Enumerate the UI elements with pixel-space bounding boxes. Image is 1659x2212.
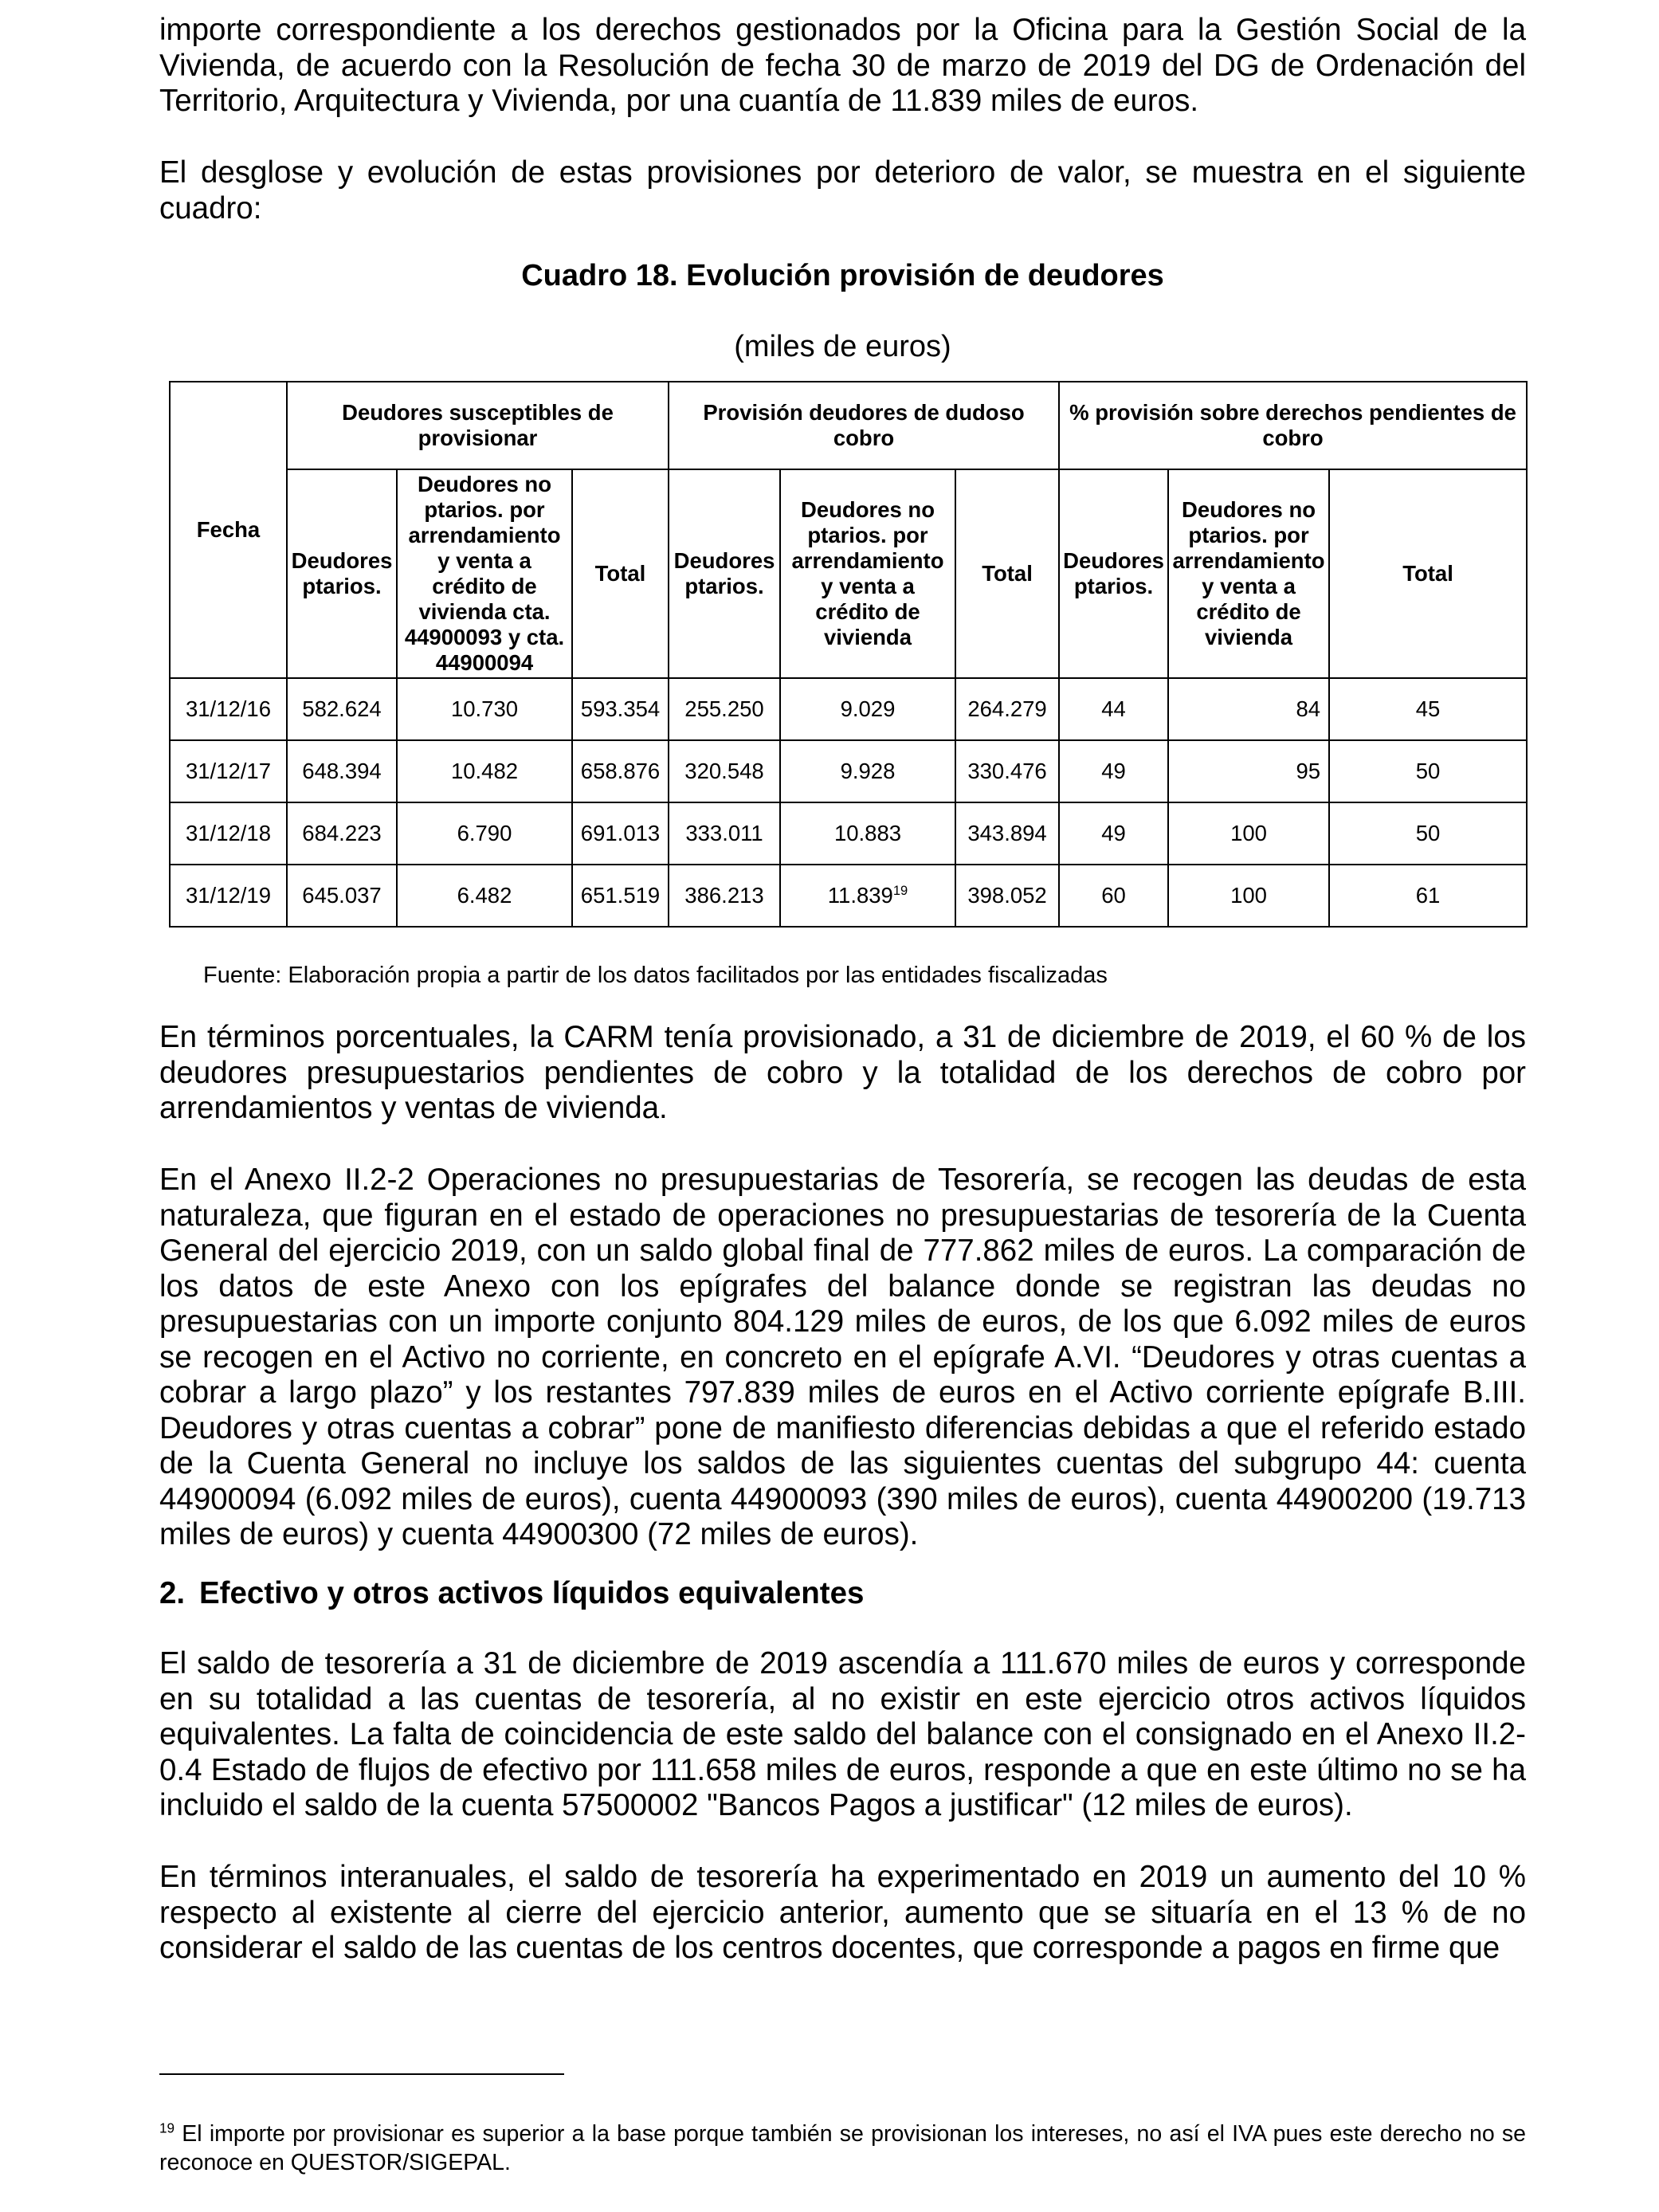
- cell-value: 320.548: [669, 740, 780, 802]
- cell-value: 60: [1059, 865, 1168, 927]
- cell-value: 100: [1168, 865, 1329, 927]
- footnote-text: El importe por provisionar es superior a la base porque también se provisionan los intereses, no así el IVA pues este derecho no se reconoce en QUESTOR/SIGEPAL.: [159, 2121, 1526, 2175]
- fecha-header: Fecha: [170, 382, 287, 678]
- cell-value: 691.013: [572, 802, 669, 865]
- cell-value: 49: [1059, 802, 1168, 865]
- cell-value: 645.037: [287, 865, 397, 927]
- cell-value: 45: [1329, 678, 1527, 740]
- table-row: [170, 740, 1527, 802]
- subheader-no-ptarios-1: Deudores no ptarios. por arrendamiento y venta a crédito de vivienda cta. 44900093 y cta. 44900094: [397, 469, 572, 678]
- section-number: 2.: [159, 1576, 186, 1610]
- section-heading: [159, 1576, 864, 1611]
- cell-value: [780, 740, 955, 802]
- table-caption: Cuadro 18. Evolución provisión de deudores: [521, 259, 1164, 292]
- table-source: Fuente: Elaboración propia a partir de los datos facilitados por las entidades fiscalizadas: [203, 963, 1108, 988]
- cell-value: 50: [1329, 802, 1527, 865]
- cell-value: 386.213: [669, 865, 780, 927]
- cell-value-text: 9.928: [840, 759, 896, 783]
- cell-value: 255.250: [669, 678, 780, 740]
- paragraph-housing-rights: importe correspondiente a los derechos gestionados por la Oficina para la Gestión Social de la Vivienda, de acuerdo con la Resolución de fecha 30 de marzo de 2019 del DG de Ordenación del Territorio, Arquitectura y Vivienda, por una cuantía de 11.839 miles de euros.: [159, 13, 1526, 118]
- group-header-percent: % provisión sobre derechos pendientes de cobro: [1059, 382, 1527, 469]
- cell-value: [780, 678, 955, 740]
- cell-value: 6.790: [397, 802, 572, 865]
- cell-value: 582.624: [287, 678, 397, 740]
- cell-value: 49: [1059, 740, 1168, 802]
- subheader-total-2: Total: [955, 469, 1059, 678]
- cell-value: 264.279: [955, 678, 1059, 740]
- cell-fecha: 31/12/16: [170, 678, 287, 740]
- cell-value: 330.476: [955, 740, 1059, 802]
- cell-fecha: 31/12/18: [170, 802, 287, 865]
- cell-value-text: 10.883: [833, 821, 902, 845]
- cell-fecha: 31/12/17: [170, 740, 287, 802]
- cell-value-text: 11.839: [827, 883, 893, 908]
- cell-value: 44: [1059, 678, 1168, 740]
- cell-value: 343.894: [955, 802, 1059, 865]
- subheader-no-ptarios-2: Deudores no ptarios. por arrendamiento y venta a crédito de vivienda: [780, 469, 955, 678]
- cell-value: [780, 865, 955, 927]
- group-header-susceptible: Deudores susceptibles de provisionar: [287, 382, 669, 469]
- paragraph-treasury-balance: El saldo de tesorería a 31 de diciembre de 2019 ascendía a 111.670 miles de euros y corresponde en su totalidad a las cuentas de tesorería, al no existir en este ejercicio otros activos líquidos equivalentes. La falta de coincidencia de este saldo del balance con el consignado en el Anexo II.2-0.4 Estado de flujos de efectivo por 111.658 miles de euros, responde a que en este último no se ha incluido el saldo de la cuenta 57500002 "Bancos Pagos a justificar" (12 miles de euros).: [159, 1646, 1526, 1822]
- cell-value: 658.876: [572, 740, 669, 802]
- table-row: [170, 678, 1527, 740]
- paragraph-percentages: En términos porcentuales, la CARM tenía provisionado, a 31 de diciembre de 2019, el 60 % de los deudores presupuestarios pendientes de cobro y la totalidad de los derechos de cobro por arrendamientos y ventas de vivienda.: [159, 1020, 1526, 1125]
- provision-table: [169, 381, 1528, 928]
- cell-value-text: 9.029: [840, 696, 896, 721]
- section-title: Efectivo y otros activos líquidos equivalentes: [199, 1576, 865, 1610]
- group-header-provision: Provisión deudores de dudoso cobro: [669, 382, 1059, 469]
- table-row: [170, 865, 1527, 927]
- table-units: (miles de euros): [734, 330, 951, 363]
- subheader-ptarios-3: Deudores ptarios.: [1059, 469, 1168, 678]
- cell-value: 10.730: [397, 678, 572, 740]
- paragraph-treasury-trend: En términos interanuales, el saldo de tesorería ha experimentado en 2019 un aumento del 10 % respecto al existente al cierre del ejercicio anterior, aumento que se situaría en el 13 % de no considerar el saldo de las cuentas de los centros docentes, que corresponde a pagos en firme que: [159, 1860, 1526, 1965]
- cell-value: 684.223: [287, 802, 397, 865]
- cell-value: 10.482: [397, 740, 572, 802]
- paragraph-breakdown-intro: El desglose y evolución de estas provisiones por deterioro de valor, se muestra en el siguiente cuadro:: [159, 155, 1526, 226]
- cell-value: 398.052: [955, 865, 1059, 927]
- cell-value: 100: [1168, 802, 1329, 865]
- footnote-mark: 19: [159, 2120, 175, 2136]
- subheader-ptarios-2: Deudores ptarios.: [669, 469, 780, 678]
- subheader-total-1: Total: [572, 469, 669, 678]
- cell-value: 61: [1329, 865, 1527, 927]
- cell-value: 648.394: [287, 740, 397, 802]
- subheader-no-ptarios-3: Deudores no ptarios. por arrendamiento y venta a crédito de vivienda: [1168, 469, 1329, 678]
- cell-value: 651.519: [572, 865, 669, 927]
- subheader-ptarios-1: Deudores ptarios.: [287, 469, 397, 678]
- cell-value: [780, 802, 955, 865]
- cell-value: 95: [1168, 740, 1329, 802]
- footnote-ref: 19: [892, 883, 908, 898]
- cell-fecha: 31/12/19: [170, 865, 287, 927]
- cell-value: 50: [1329, 740, 1527, 802]
- cell-value: 84: [1168, 678, 1329, 740]
- subheader-total-3: Total: [1329, 469, 1527, 678]
- footnote-divider: [159, 2073, 564, 2075]
- cell-value: 333.011: [669, 802, 780, 865]
- cell-value: 593.354: [572, 678, 669, 740]
- footnote: [159, 2120, 1526, 2177]
- cell-value: 6.482: [397, 865, 572, 927]
- paragraph-non-budgetary: En el Anexo II.2-2 Operaciones no presupuestarias de Tesorería, se recogen las deudas de esta naturaleza, que figuran en el estado de operaciones no presupuestarias de tesorería de la Cuenta General del ejercicio 2019, con un saldo global final de 777.862 miles de euros. La comparación de los datos de este Anexo con los epígrafes del balance donde se registran las deudas no presupuestarias con un importe conjunto 804.129 miles de euros, de los que 6.092 miles de euros se recogen en el Activo no corriente, en concreto en el epígrafe A.VI. “Deudores y otras cuentas a cobrar a largo plazo” y los restantes 797.839 miles de euros en el Activo corriente epígrafe B.III. Deudores y otras cuentas a cobrar” pone de manifiesto diferencias debidas a que el referido estado de la Cuenta General no incluye los saldos de las siguientes cuentas del subgrupo 44: cuenta 44900094 (6.092 miles de euros), cuenta 44900093 (390 miles de euros), cuenta 44900200 (19.713 miles de euros) y cuenta 44900300 (72 miles de euros).: [159, 1163, 1526, 1551]
- table-row: [170, 802, 1527, 865]
